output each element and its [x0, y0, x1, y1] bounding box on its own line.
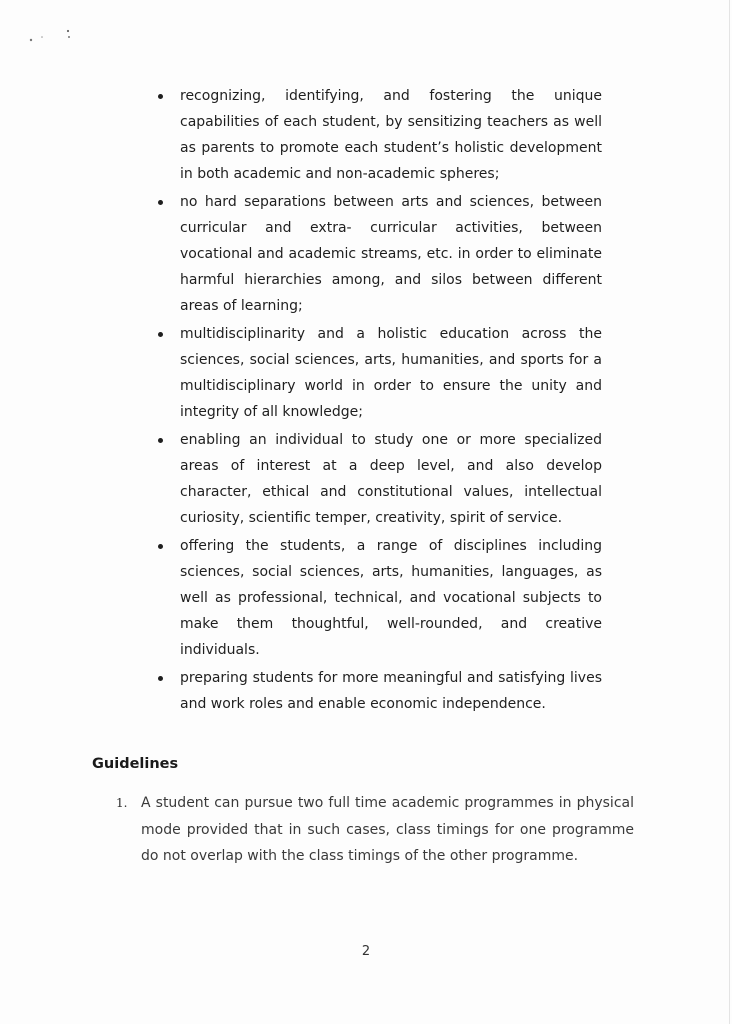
bullet-text: no hard separations between arts and sciences, between curricular and extra- curricular activities, between vocational and academic streams, etc. in order to eliminate harmful hierarchies among, and silos between different areas of learning; — [180, 194, 602, 314]
bullet-text: multidisciplinarity and a holistic education across the sciences, social sciences, arts, humanities, and sports for a multidisciplinary world in order to ensure the unity and integrity of all knowledge; — [180, 326, 602, 420]
bullet-dot-icon — [158, 332, 163, 337]
objectives-bullet-list — [156, 83, 602, 719]
page-edge — [729, 0, 730, 1024]
bullet-item — [156, 427, 602, 531]
guideline-item — [116, 790, 634, 870]
bullet-dot-icon — [158, 676, 163, 681]
bullet-item — [156, 83, 602, 187]
guideline-text: A student can pursue two full time academic programmes in physical mode provided that in such cases, class timings for one programme do not overlap with the class timings of the other programme. — [141, 795, 634, 864]
bullet-item — [156, 665, 602, 717]
section-heading: Guidelines — [92, 756, 179, 772]
bullet-dot-icon — [158, 438, 163, 443]
guidelines-list — [116, 790, 634, 870]
guideline-number: 1. — [116, 796, 128, 810]
bullet-text: recognizing, identifying, and fostering the unique capabilities of each student, by sensitizing teachers as well as parents to promote each student’s holistic development in both academic and non-academic spheres; — [180, 88, 602, 182]
bullet-dot-icon — [158, 200, 163, 205]
bullet-dot-icon — [158, 544, 163, 549]
bullet-item — [156, 189, 602, 319]
page-number: 2 — [361, 944, 371, 959]
bullet-item — [156, 533, 602, 663]
bullet-dot-icon — [158, 94, 163, 99]
bullet-text: preparing students for more meaningful and satisfying lives and work roles and enable economic independence. — [180, 670, 602, 712]
bullet-text: enabling an individual to study one or more specialized areas of interest at a deep level, and also develop character, ethical and constitutional values, intellectual curiosity, scientific temper, creativity, spirit of service. — [180, 432, 602, 526]
bullet-item — [156, 321, 602, 425]
scan-artifact-marks — [28, 26, 78, 46]
bullet-text: offering the students, a range of disciplines including sciences, social sciences, arts, humanities, languages, as well as professional, technical, and vocational subjects to make them thoughtful, well-rounded, and creative individuals. — [180, 538, 602, 658]
